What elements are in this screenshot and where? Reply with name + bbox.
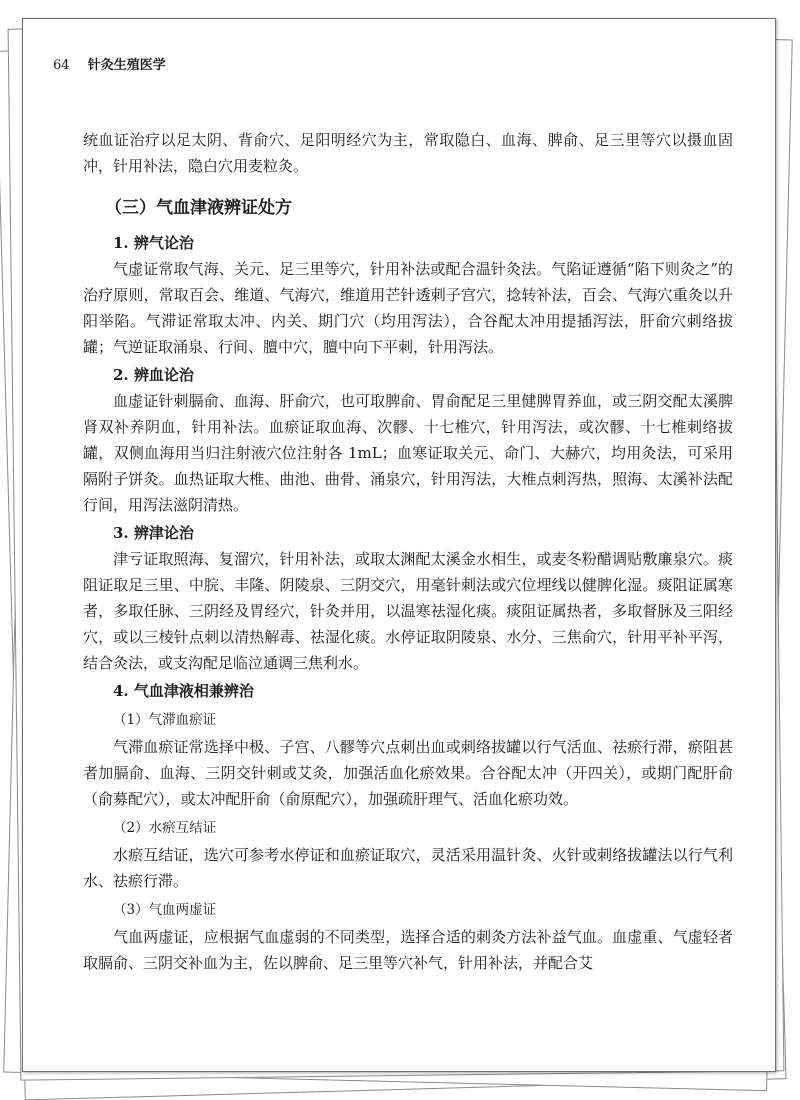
subsection-heading-blood: 2. 辨血论治: [113, 366, 194, 384]
sub-heading-qi-blood-deficiency: （3）气血两虚证: [113, 902, 217, 918]
subsection-heading-qi: 1. 辨气论治: [113, 234, 194, 252]
book-page: [22, 18, 776, 1072]
section-heading: （三）气血津液辨证处方: [105, 198, 292, 218]
paragraph-qi-blood-deficiency: 气血两虚证，应根据气血虚弱的不同类型，选择合适的刺灸方法补益气血。血虚重、气虚轻者取膈俞、三阴交补血为主，佐以脾俞、足三里等穴补气，针用补法，并配合艾: [83, 928, 733, 972]
sub-heading-water-stasis: （2）水瘀互结证: [113, 820, 217, 836]
paragraph-qi-stagnation: 气滞血瘀证常选择中极、子宫、八髎等穴点刺出血或刺络拔罐以行气活血、祛瘀行滞，瘀阻甚者加膈俞、血海、三阴交针刺或艾灸，加强活血化瘀效果。合谷配太冲（开四关），或期门配肝俞（俞募配穴），或太冲配肝俞（俞原配穴），加强疏肝理气、活血化瘀功效。: [83, 738, 733, 808]
paragraph-fluid: 津亏证取照海、复溜穴，针用补法，或取太渊配太溪金水相生，或麦冬粉醋调贴敷廉泉穴。痰阻证取足三里、中脘、丰隆、阴陵泉、三阴交穴，用毫针刺法或穴位埋线以健脾化湿。痰阻证属寒者，多取任脉、三阴经及胃经穴，针灸并用，以温寒祛湿化痰。痰阻证属热者，多取督脉及三阳经穴，或以三棱针点刺以清热解毒、祛湿化痰。水停证取阴陵泉、水分、三焦俞穴，针用平补平泻，结合灸法，或支沟配足临泣通调三焦利水。: [83, 550, 733, 672]
paragraph-qi: 气虚证常取气海、关元、足三里等穴，针用补法或配合温针灸法。气陷证遵循“陷下则灸之”的治疗原则，常取百会、维道、气海穴，维道用芒针透刺子宫穴，捻转补法，百会、气海穴重灸以升阳举陷。气滞证常取太冲、内关、期门穴（均用泻法），合谷配太冲用提插泻法，肝俞穴刺络拔罐；气逆证取涌泉、行间、膻中穴，膻中向下平刺，针用泻法。: [83, 260, 733, 356]
page-body: [83, 127, 733, 976]
subsection-heading-combined: 4. 气血津液相兼辨治: [113, 682, 254, 700]
sub-heading-qi-stagnation: （1）气滞血瘀证: [113, 712, 217, 728]
paragraph-water-stasis: 水瘀互结证，选穴可参考水停证和血瘀证取穴，灵活采用温针灸、火针或刺络拔罐法以行气利水、祛瘀行滞。: [83, 846, 733, 890]
paragraph-blood: 血虚证针刺膈俞、血海、肝俞穴，也可取脾俞、胃俞配足三里健脾胃养血，或三阴交配太溪脾肾双补养阴血，针用补法。血瘀证取血海、次髎、十七椎穴，针用泻法，或次髎、十七椎刺络拔罐，双侧血海用当归注射液穴位注射各 1mL；血寒证取关元、命门、大赫穴，均用灸法，可采用隔附子饼灸。血热证取大椎、曲池、曲骨、涌泉穴，针用泻法，大椎点刺泻热，照海、太溪补法配行间，用泻法滋阴清热。: [83, 392, 733, 514]
page-header: [53, 54, 166, 73]
page-number: 64: [53, 58, 70, 73]
subsection-heading-fluid: 3. 辨津论治: [113, 524, 194, 542]
intro-paragraph: 统血证治疗以足太阴、背俞穴、足阳明经穴为主，常取隐白、血海、脾俞、足三里等穴以摄血固冲，针用补法，隐白穴用麦粒灸。: [83, 131, 733, 175]
running-title: 针灸生殖医学: [87, 58, 166, 73]
